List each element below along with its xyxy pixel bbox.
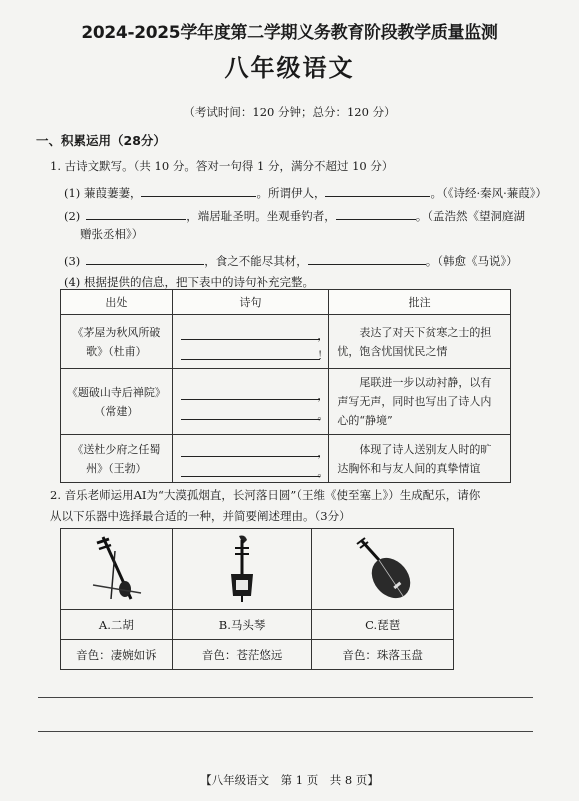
exam-info: （考试时间：120 分钟；总分：120 分）	[183, 105, 396, 119]
verse-cell	[172, 435, 329, 483]
answer-blank[interactable]	[181, 383, 329, 402]
q1-item2-c: 。（孟浩然《望洞庭湖	[415, 209, 526, 223]
answer-blank[interactable]	[86, 207, 186, 220]
source-cell	[61, 315, 173, 369]
q2-stem-line2: 从以下乐器中选择最合适的一种，并简要阐述理由。（3分）	[50, 509, 351, 523]
page-footer: 【八年级语文 第 1 页 共 8 页】	[200, 773, 379, 787]
q1-stem: 1. 古诗文默写。（共 10 分。答对一句得 1 分，满分不超过 10 分）	[50, 159, 394, 173]
note-cell: 尾联进一步以动衬静，以有声写无声，同时也写出了诗人内心的“静境”	[329, 369, 511, 435]
section-heading: 一、积累运用（28分）	[36, 133, 166, 148]
q1-item1	[64, 184, 547, 201]
table-header: 诗句	[172, 290, 329, 315]
answer-blank[interactable]	[336, 207, 416, 220]
instrument-name: C.琵琶	[312, 610, 454, 640]
answer-blank[interactable]	[181, 403, 329, 422]
q1-item1-b: 。所谓伊人，	[256, 186, 326, 200]
answer-blank[interactable]	[181, 343, 329, 362]
poem-table	[60, 289, 511, 483]
q1-item1-a: (1) 蒹葭萋萋，	[64, 186, 142, 200]
table-header: 出处	[61, 290, 173, 315]
answer-blank[interactable]	[325, 184, 430, 197]
answer-blank[interactable]	[181, 460, 329, 479]
answer-blank[interactable]	[181, 440, 329, 459]
table-row	[61, 435, 511, 483]
source-cell	[61, 435, 173, 483]
pipa-image-cell	[312, 529, 454, 610]
erhu-icon	[81, 533, 151, 603]
source-line: 《茅屋为秋风所破	[72, 325, 161, 339]
q1-item2-a: (2)	[64, 209, 81, 223]
punctuation: ！	[317, 349, 329, 362]
verse-cell	[172, 369, 329, 435]
instrument-images-row	[61, 529, 454, 610]
table-header-row	[61, 290, 511, 315]
punctuation: ，	[317, 329, 329, 342]
source-line: 歌》（杜甫）	[86, 344, 147, 358]
source-line: 《题破山寺后禅院》	[66, 385, 166, 399]
table-row	[61, 369, 511, 435]
note-cell: 体现了诗人送别友人时的旷达胸怀和与友人间的真挚情谊	[329, 435, 511, 483]
table-row	[61, 315, 511, 369]
pipa-icon	[351, 532, 415, 604]
note-cell: 表达了对天下贫寒之士的担忧，饱含忧国忧民之情	[329, 315, 511, 369]
answer-blank[interactable]	[86, 252, 204, 265]
q1-item2	[64, 207, 525, 224]
q1-item1-c: 。（《诗经·秦风·蒹葭》）	[430, 186, 548, 200]
instrument-name: A.二胡	[61, 610, 173, 640]
source-line: 州》（王勃）	[86, 461, 147, 475]
source-line: 《送杜少府之任蜀	[72, 442, 161, 456]
answer-blank[interactable]	[308, 252, 426, 265]
subject-title: 八年级语文	[224, 54, 355, 82]
punctuation: ，	[317, 389, 329, 402]
instrument-name-row	[61, 610, 454, 640]
punctuation: 。	[317, 409, 329, 422]
q1-item4: (4) 根据提供的信息，把下表中的诗句补充完整。	[64, 275, 314, 289]
morin-khuur-icon	[217, 532, 267, 604]
instrument-name: B.马头琴	[172, 610, 312, 640]
instrument-table	[60, 528, 454, 670]
q1-item3-c: 。（韩愈《马说》）	[425, 254, 518, 268]
answer-blank[interactable]	[181, 323, 329, 342]
instrument-timbre: 音色：苍茫悠远	[172, 640, 312, 670]
erhu-image-cell	[61, 529, 173, 610]
q1-item2-b: ，端居耻圣明。坐观垂钓者，	[186, 209, 336, 223]
instrument-timbre: 音色：凄婉如诉	[61, 640, 173, 670]
q1-item3-a: (3)	[64, 254, 81, 268]
answer-line[interactable]	[38, 731, 533, 732]
q1-item2-cont: 赠张丞相》）	[80, 227, 144, 241]
instrument-timbre-row	[61, 640, 454, 670]
instrument-timbre: 音色：珠落玉盘	[312, 640, 454, 670]
verse-cell	[172, 315, 329, 369]
answer-blank[interactable]	[141, 184, 256, 197]
q1-item3	[64, 252, 518, 269]
source-line: （常建）	[94, 404, 139, 418]
exam-title: 2024-2025学年度第二学期义务教育阶段教学质量监测	[81, 23, 498, 43]
punctuation: 。	[317, 466, 329, 479]
punctuation: ，	[317, 446, 329, 459]
answer-line[interactable]	[38, 697, 533, 698]
table-header: 批注	[329, 290, 511, 315]
source-cell	[61, 369, 173, 435]
morin-khuur-image-cell	[172, 529, 312, 610]
q2-stem-line1: 2. 音乐老师运用AI为“大漠孤烟直，长河落日圆”（王维《使至塞上》）生成配乐，请你	[50, 488, 481, 502]
q1-item3-b: ，食之不能尽其材，	[204, 254, 308, 268]
